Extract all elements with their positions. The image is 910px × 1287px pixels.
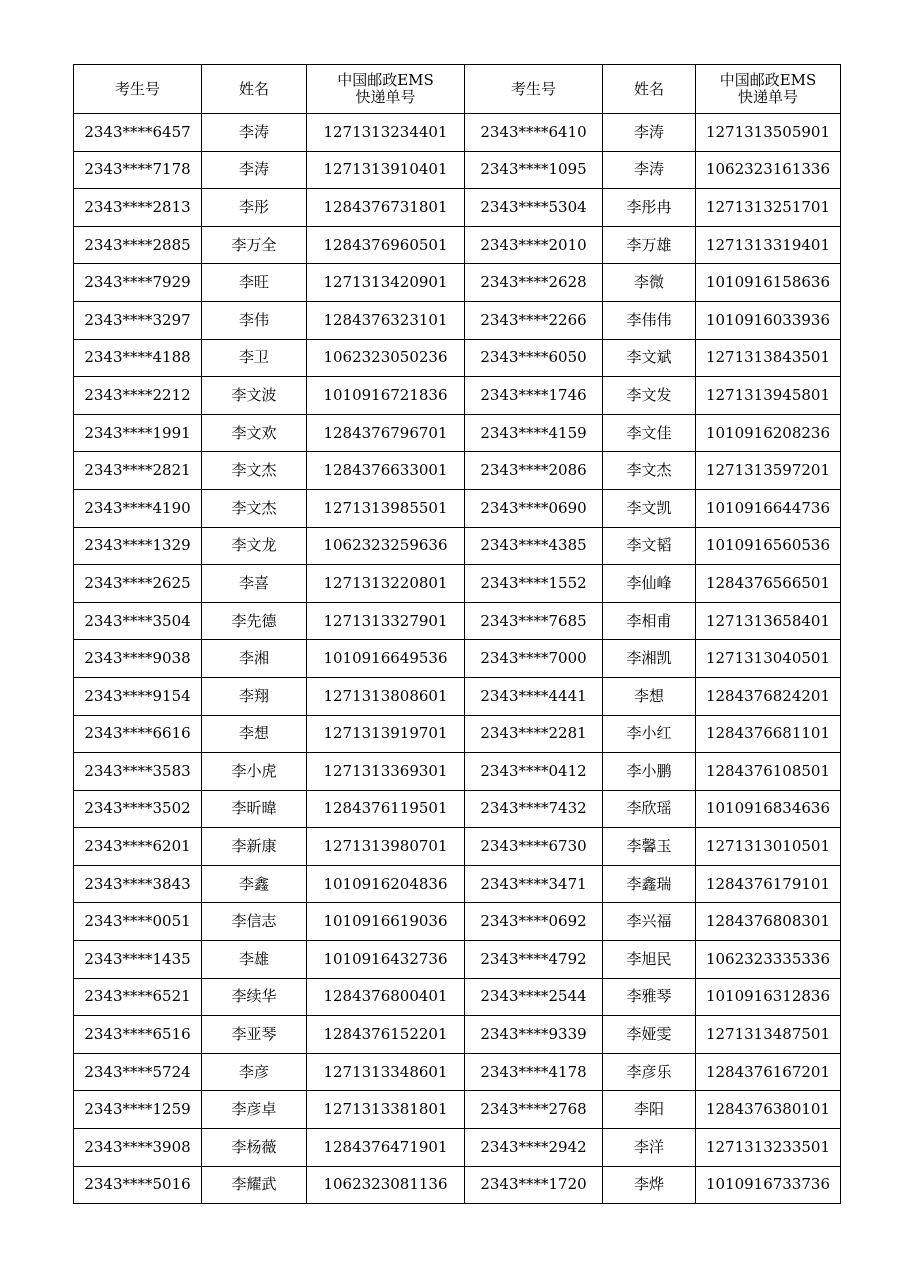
table-row bbox=[74, 414, 841, 452]
ems-number-cell: 1271313945801 bbox=[696, 377, 841, 415]
table-row bbox=[74, 1166, 841, 1204]
name-cell: 李鑫 bbox=[202, 865, 307, 903]
name-cell: 李万全 bbox=[202, 226, 307, 264]
ems-number-cell: 1010916432736 bbox=[307, 941, 465, 979]
table-row bbox=[74, 941, 841, 979]
exam-no-cell: 2343****2885 bbox=[74, 226, 202, 264]
ems-number-cell: 1271313233501 bbox=[696, 1129, 841, 1167]
ems-number-cell: 1010916208236 bbox=[696, 414, 841, 452]
exam-no-cell: 2343****3297 bbox=[74, 301, 202, 339]
exam-no-cell: 2343****1329 bbox=[74, 527, 202, 565]
exam-no-cell: 2343****3504 bbox=[74, 602, 202, 640]
name-cell: 李想 bbox=[202, 715, 307, 753]
name-cell: 李雄 bbox=[202, 941, 307, 979]
name-cell: 李文杰 bbox=[202, 452, 307, 490]
ems-number-cell: 1284376179101 bbox=[696, 865, 841, 903]
table-row bbox=[74, 715, 841, 753]
name-cell: 李文欢 bbox=[202, 414, 307, 452]
exam-no-cell: 2343****3471 bbox=[465, 865, 603, 903]
name-cell: 李涛 bbox=[202, 151, 307, 189]
exam-no-cell: 2343****4441 bbox=[465, 677, 603, 715]
table-row bbox=[74, 377, 841, 415]
exam-no-cell: 2343****1720 bbox=[465, 1166, 603, 1204]
table-row bbox=[74, 151, 841, 189]
name-cell: 李新康 bbox=[202, 828, 307, 866]
exam-no-cell: 2343****5724 bbox=[74, 1053, 202, 1091]
table-row bbox=[74, 489, 841, 527]
ems-number-cell: 1284376800401 bbox=[307, 978, 465, 1016]
name-cell: 李彦卓 bbox=[202, 1091, 307, 1129]
name-cell: 李卫 bbox=[202, 339, 307, 377]
ems-number-cell: 1284376167201 bbox=[696, 1053, 841, 1091]
ems-number-cell: 1062323050236 bbox=[307, 339, 465, 377]
ems-number-cell: 1284376380101 bbox=[696, 1091, 841, 1129]
ems-number-cell: 1284376824201 bbox=[696, 677, 841, 715]
ems-number-cell: 1271313381801 bbox=[307, 1091, 465, 1129]
name-cell: 李先德 bbox=[202, 602, 307, 640]
exam-no-cell: 2343****4190 bbox=[74, 489, 202, 527]
name-cell: 李湘凯 bbox=[603, 640, 696, 678]
table-row bbox=[74, 978, 841, 1016]
table-row bbox=[74, 1016, 841, 1054]
exam-no-cell: 2343****7929 bbox=[74, 264, 202, 302]
name-cell: 李小虎 bbox=[202, 753, 307, 791]
ems-number-cell: 1062323335336 bbox=[696, 941, 841, 979]
exam-no-cell: 2343****2942 bbox=[465, 1129, 603, 1167]
ems-number-cell: 1284376808301 bbox=[696, 903, 841, 941]
name-cell: 李文波 bbox=[202, 377, 307, 415]
exam-no-cell: 2343****2266 bbox=[465, 301, 603, 339]
ems-number-cell: 1284376471901 bbox=[307, 1129, 465, 1167]
name-cell: 李微 bbox=[603, 264, 696, 302]
ems-number-cell: 1284376152201 bbox=[307, 1016, 465, 1054]
ems-number-cell: 1010916834636 bbox=[696, 790, 841, 828]
exam-no-cell: 2343****3843 bbox=[74, 865, 202, 903]
name-cell: 李彦乐 bbox=[603, 1053, 696, 1091]
ems-number-cell: 1010916721836 bbox=[307, 377, 465, 415]
name-cell: 李信志 bbox=[202, 903, 307, 941]
exam-no-cell: 2343****7178 bbox=[74, 151, 202, 189]
table-row bbox=[74, 301, 841, 339]
ems-number-cell: 1271313597201 bbox=[696, 452, 841, 490]
ems-number-cell: 1284376566501 bbox=[696, 565, 841, 603]
exam-no-cell: 2343****1746 bbox=[465, 377, 603, 415]
table-row bbox=[74, 1091, 841, 1129]
ems-number-cell: 1284376796701 bbox=[307, 414, 465, 452]
header-name: 姓名 bbox=[202, 65, 307, 114]
exam-no-cell: 2343****4188 bbox=[74, 339, 202, 377]
name-cell: 李湘 bbox=[202, 640, 307, 678]
exam-no-cell: 2343****4792 bbox=[465, 941, 603, 979]
name-cell: 李文斌 bbox=[603, 339, 696, 377]
ems-number-cell: 1271313369301 bbox=[307, 753, 465, 791]
table-row bbox=[74, 565, 841, 603]
ems-number-cell: 1271313985501 bbox=[307, 489, 465, 527]
exam-no-cell: 2343****2628 bbox=[465, 264, 603, 302]
name-cell: 李文杰 bbox=[202, 489, 307, 527]
name-cell: 李文龙 bbox=[202, 527, 307, 565]
exam-no-cell: 2343****3583 bbox=[74, 753, 202, 791]
exam-no-cell: 2343****7000 bbox=[465, 640, 603, 678]
table-row bbox=[74, 790, 841, 828]
exam-no-cell: 2343****2544 bbox=[465, 978, 603, 1016]
name-cell: 李馨玉 bbox=[603, 828, 696, 866]
ems-number-cell: 1271313980701 bbox=[307, 828, 465, 866]
name-cell: 李伟 bbox=[202, 301, 307, 339]
name-cell: 李彤冉 bbox=[603, 189, 696, 227]
name-cell: 李小红 bbox=[603, 715, 696, 753]
exam-no-cell: 2343****9339 bbox=[465, 1016, 603, 1054]
name-cell: 李翔 bbox=[202, 677, 307, 715]
exam-no-cell: 2343****0051 bbox=[74, 903, 202, 941]
exam-no-cell: 2343****6516 bbox=[74, 1016, 202, 1054]
exam-no-cell: 2343****4159 bbox=[465, 414, 603, 452]
exam-no-cell: 2343****6410 bbox=[465, 114, 603, 152]
ems-number-cell: 1010916649536 bbox=[307, 640, 465, 678]
ems-number-cell: 1271313910401 bbox=[307, 151, 465, 189]
table-row bbox=[74, 189, 841, 227]
name-cell: 李旺 bbox=[202, 264, 307, 302]
ems-number-cell: 1271313505901 bbox=[696, 114, 841, 152]
name-cell: 李耀武 bbox=[202, 1166, 307, 1204]
exam-no-cell: 2343****7432 bbox=[465, 790, 603, 828]
table-row bbox=[74, 339, 841, 377]
ems-table bbox=[73, 64, 841, 1204]
exam-no-cell: 2343****1552 bbox=[465, 565, 603, 603]
exam-no-cell: 2343****5016 bbox=[74, 1166, 202, 1204]
exam-no-cell: 2343****2281 bbox=[465, 715, 603, 753]
name-cell: 李涛 bbox=[202, 114, 307, 152]
exam-no-cell: 2343****3502 bbox=[74, 790, 202, 828]
ems-number-cell: 1271313327901 bbox=[307, 602, 465, 640]
exam-no-cell: 2343****0412 bbox=[465, 753, 603, 791]
ems-number-cell: 1284376633001 bbox=[307, 452, 465, 490]
exam-no-cell: 2343****9154 bbox=[74, 677, 202, 715]
ems-number-cell: 1271313319401 bbox=[696, 226, 841, 264]
name-cell: 李杨薇 bbox=[202, 1129, 307, 1167]
ems-number-cell: 1010916619036 bbox=[307, 903, 465, 941]
header-ems-line2: 快递单号 bbox=[737, 88, 798, 106]
exam-no-cell: 2343****4385 bbox=[465, 527, 603, 565]
exam-no-cell: 2343****2625 bbox=[74, 565, 202, 603]
table-row bbox=[74, 828, 841, 866]
header-row bbox=[74, 65, 841, 114]
exam-no-cell: 2343****2212 bbox=[74, 377, 202, 415]
name-cell: 李涛 bbox=[603, 114, 696, 152]
ems-number-cell: 1271313234401 bbox=[307, 114, 465, 152]
exam-no-cell: 2343****2813 bbox=[74, 189, 202, 227]
name-cell: 李阳 bbox=[603, 1091, 696, 1129]
name-cell: 李万雄 bbox=[603, 226, 696, 264]
table-row bbox=[74, 264, 841, 302]
ems-number-cell: 1271313919701 bbox=[307, 715, 465, 753]
ems-number-cell: 1284376960501 bbox=[307, 226, 465, 264]
exam-no-cell: 2343****2768 bbox=[465, 1091, 603, 1129]
exam-no-cell: 2343****6616 bbox=[74, 715, 202, 753]
exam-no-cell: 2343****0690 bbox=[465, 489, 603, 527]
name-cell: 李文凯 bbox=[603, 489, 696, 527]
name-cell: 李兴福 bbox=[603, 903, 696, 941]
ems-number-cell: 1010916733736 bbox=[696, 1166, 841, 1204]
ems-number-cell: 1062323081136 bbox=[307, 1166, 465, 1204]
exam-no-cell: 2343****3908 bbox=[74, 1129, 202, 1167]
ems-number-cell: 1010916312836 bbox=[696, 978, 841, 1016]
table-row bbox=[74, 640, 841, 678]
ems-number-cell: 1271313040501 bbox=[696, 640, 841, 678]
ems-number-cell: 1271313010501 bbox=[696, 828, 841, 866]
header-ems-line2: 快递单号 bbox=[355, 88, 416, 106]
exam-no-cell: 2343****2010 bbox=[465, 226, 603, 264]
table-row bbox=[74, 527, 841, 565]
name-cell: 李续华 bbox=[202, 978, 307, 1016]
name-cell: 李亚琴 bbox=[202, 1016, 307, 1054]
name-cell: 李彤 bbox=[202, 189, 307, 227]
exam-no-cell: 2343****6050 bbox=[465, 339, 603, 377]
table-row bbox=[74, 1129, 841, 1167]
exam-no-cell: 2343****1095 bbox=[465, 151, 603, 189]
exam-no-cell: 2343****0692 bbox=[465, 903, 603, 941]
ems-number-cell: 1284376731801 bbox=[307, 189, 465, 227]
header-ems-line1: 中国邮政EMS bbox=[337, 71, 434, 89]
name-cell: 李洋 bbox=[603, 1129, 696, 1167]
ems-number-cell: 1271313251701 bbox=[696, 189, 841, 227]
table-row bbox=[74, 1053, 841, 1091]
exam-no-cell: 2343****1259 bbox=[74, 1091, 202, 1129]
ems-number-cell: 1010916204836 bbox=[307, 865, 465, 903]
header-ems-line1: 中国邮政EMS bbox=[719, 71, 817, 89]
exam-no-cell: 2343****2821 bbox=[74, 452, 202, 490]
name-cell: 李涛 bbox=[603, 151, 696, 189]
exam-no-cell: 2343****6201 bbox=[74, 828, 202, 866]
ems-number-cell: 1284376681101 bbox=[696, 715, 841, 753]
exam-no-cell: 2343****6730 bbox=[465, 828, 603, 866]
name-cell: 李想 bbox=[603, 677, 696, 715]
exam-no-cell: 2343****4178 bbox=[465, 1053, 603, 1091]
name-cell: 李文韬 bbox=[603, 527, 696, 565]
name-cell: 李相甫 bbox=[603, 602, 696, 640]
name-cell: 李伟伟 bbox=[603, 301, 696, 339]
exam-no-cell: 2343****6457 bbox=[74, 114, 202, 152]
ems-number-cell: 1271313487501 bbox=[696, 1016, 841, 1054]
name-cell: 李小鹏 bbox=[603, 753, 696, 791]
name-cell: 李昕暐 bbox=[202, 790, 307, 828]
name-cell: 李文发 bbox=[603, 377, 696, 415]
table-row bbox=[74, 452, 841, 490]
ems-number-cell: 1062323161336 bbox=[696, 151, 841, 189]
ems-number-cell: 1284376323101 bbox=[307, 301, 465, 339]
exam-no-cell: 2343****2086 bbox=[465, 452, 603, 490]
header-ems bbox=[696, 65, 841, 114]
table-row bbox=[74, 677, 841, 715]
exam-no-cell: 2343****1991 bbox=[74, 414, 202, 452]
table-row bbox=[74, 226, 841, 264]
name-cell: 李文佳 bbox=[603, 414, 696, 452]
name-cell: 李欣瑶 bbox=[603, 790, 696, 828]
ems-number-cell: 1271313220801 bbox=[307, 565, 465, 603]
exam-no-cell: 2343****1435 bbox=[74, 941, 202, 979]
table-row bbox=[74, 903, 841, 941]
name-cell: 李雅琴 bbox=[603, 978, 696, 1016]
exam-no-cell: 2343****7685 bbox=[465, 602, 603, 640]
exam-no-cell: 2343****6521 bbox=[74, 978, 202, 1016]
table-row bbox=[74, 865, 841, 903]
name-cell: 李娅雯 bbox=[603, 1016, 696, 1054]
exam-no-cell: 2343****9038 bbox=[74, 640, 202, 678]
ems-number-cell: 1271313808601 bbox=[307, 677, 465, 715]
ems-number-cell: 1271313348601 bbox=[307, 1053, 465, 1091]
ems-number-cell: 1010916560536 bbox=[696, 527, 841, 565]
header-exam-no: 考生号 bbox=[74, 65, 202, 114]
table-row bbox=[74, 753, 841, 791]
exam-no-cell: 2343****5304 bbox=[465, 189, 603, 227]
name-cell: 李鑫瑞 bbox=[603, 865, 696, 903]
table-row bbox=[74, 114, 841, 152]
name-cell: 李文杰 bbox=[603, 452, 696, 490]
ems-number-cell: 1271313843501 bbox=[696, 339, 841, 377]
name-cell: 李喜 bbox=[202, 565, 307, 603]
ems-number-cell: 1284376108501 bbox=[696, 753, 841, 791]
name-cell: 李仙峰 bbox=[603, 565, 696, 603]
header-ems bbox=[307, 65, 465, 114]
table-body bbox=[74, 114, 841, 1204]
ems-number-cell: 1062323259636 bbox=[307, 527, 465, 565]
ems-number-cell: 1010916158636 bbox=[696, 264, 841, 302]
header-exam-no: 考生号 bbox=[465, 65, 603, 114]
table-row bbox=[74, 602, 841, 640]
ems-number-cell: 1010916033936 bbox=[696, 301, 841, 339]
ems-number-cell: 1010916644736 bbox=[696, 489, 841, 527]
ems-number-cell: 1271313658401 bbox=[696, 602, 841, 640]
name-cell: 李烨 bbox=[603, 1166, 696, 1204]
ems-number-cell: 1284376119501 bbox=[307, 790, 465, 828]
header-name: 姓名 bbox=[603, 65, 696, 114]
ems-number-cell: 1271313420901 bbox=[307, 264, 465, 302]
name-cell: 李旭民 bbox=[603, 941, 696, 979]
name-cell: 李彦 bbox=[202, 1053, 307, 1091]
